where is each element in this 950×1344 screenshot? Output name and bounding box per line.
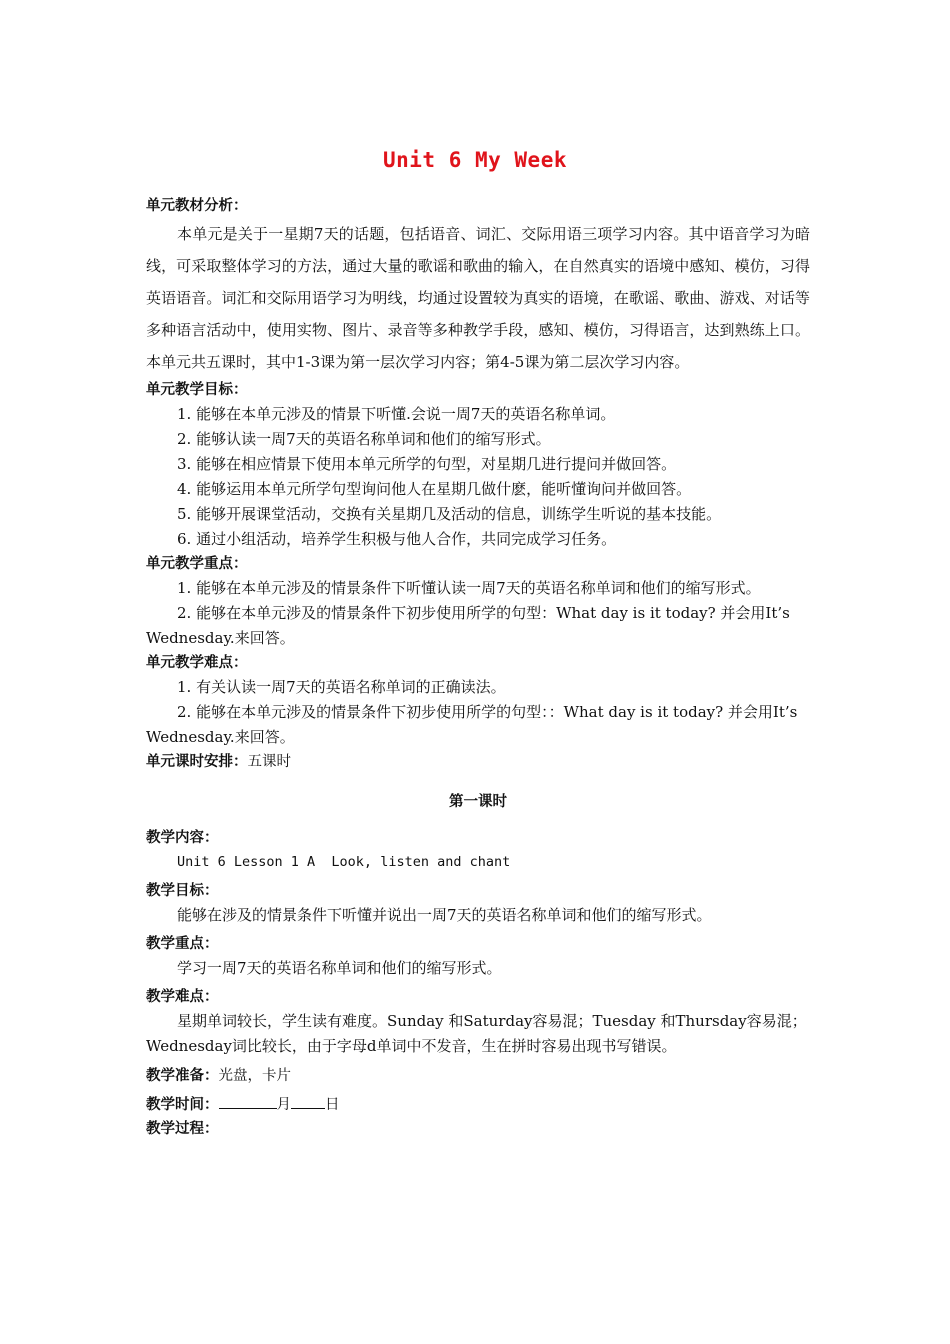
lesson-time-heading: 教学时间： — [146, 1097, 219, 1113]
goal-item: 4. 能够运用本单元所学句型询问他人在星期几做什麽，能听懂询问并做回答。 — [177, 480, 692, 498]
lesson-key: 学习一周7天的英语名称单词和他们的缩写形式。 — [177, 959, 502, 977]
lesson-content-heading: 教学内容： — [146, 830, 219, 846]
document-body — [146, 194, 810, 1141]
difficulties-heading: 单元教学难点： — [146, 655, 248, 671]
time-day-label: 日 — [325, 1097, 340, 1113]
key-point-item: 2. 能够在本单元涉及的情景条件下初步使用所学的句型：What day is it today? 并会用It’s Wednesday.来回答。 — [146, 604, 790, 647]
schedule-heading: 单元课时安排： — [146, 754, 248, 770]
lesson-difficulty-heading: 教学难点： — [146, 989, 219, 1005]
goals-heading: 单元教学目标： — [146, 382, 248, 398]
lesson-goal-heading: 教学目标： — [146, 883, 219, 899]
lesson-time-row — [146, 1093, 810, 1117]
goal-item: 6. 通过小组活动，培养学生积极与他人合作，共同完成学习任务。 — [177, 530, 617, 548]
schedule-value: 五课时 — [247, 754, 291, 770]
difficulty-item: 1. 有关认读一周7天的英语名称单词的正确读法。 — [177, 678, 506, 696]
month-blank — [219, 1094, 277, 1109]
lesson-prep-heading: 教学准备： — [146, 1068, 219, 1084]
schedule-row — [146, 750, 810, 774]
difficulty-item: 2. 能够在本单元涉及的情景条件下初步使用所学的句型：：What day is it today? 并会用It’s Wednesday.来回答。 — [146, 703, 798, 746]
analysis-heading: 单元教材分析： — [146, 198, 248, 214]
key-points-heading: 单元教学重点： — [146, 556, 248, 572]
time-month-label: 月 — [276, 1097, 291, 1113]
lesson-prep-value: 光盘，卡片 — [218, 1068, 291, 1084]
lesson-process-heading: 教学过程： — [146, 1121, 219, 1137]
document-title: Unit 6 My Week — [382, 148, 567, 172]
goal-item: 1. 能够在本单元涉及的情景下听懂.会说一周7天的英语名称单词。 — [177, 405, 616, 423]
lesson-goal: 能够在涉及的情景条件下听懂并说出一周7天的英语名称单词和他们的缩写形式。 — [177, 906, 712, 924]
day-blank — [291, 1094, 325, 1109]
lesson-content: Unit 6 Lesson 1 A Look, listen and chant — [177, 854, 511, 870]
lesson-prep-row — [146, 1064, 810, 1088]
goal-item: 3. 能够在相应情景下使用本单元所学的句型，对星期几进行提问并做回答。 — [177, 455, 677, 473]
key-point-item: 1. 能够在本单元涉及的情景条件下听懂认读一周7天的英语名称单词和他们的缩写形式。 — [177, 579, 761, 597]
lesson-key-heading: 教学重点： — [146, 936, 219, 952]
goal-item: 2. 能够认读一周7天的英语名称单词和他们的缩写形式。 — [177, 430, 551, 448]
lesson-difficulty: 星期单词较长，学生读有难度。Sunday 和Saturday容易混；Tuesday 和Thursday容易混；Wednesday词比较长，由于字母d单词中不发音，生在拼时容易出现书写错误。 — [146, 1012, 807, 1055]
analysis-text: 本单元是关于一星期7天的话题，包括语音、词汇、交际用语三项学习内容。其中语音学习为暗线，可采取整体学习的方法，通过大量的歌谣和歌曲的输入，在自然真实的语境中感知、模仿，习得英语语音。词汇和交际用语学习为明线，均通过设置较为真实的语境，在歌谣、歌曲、游戏、对话等多种语言活动中，使用实物、图片、录音等多种教学手段，感知、模仿，习得语言，达到熟练上口。本单元共五课时，其中1-3课为第一层次学习内容；第4-5课为第二层次学习内容。 — [146, 225, 810, 371]
goal-item: 5. 能够开展课堂活动，交换有关星期几及活动的信息，训练学生听说的基本技能。 — [177, 505, 722, 523]
lesson-title: 第一课时 — [449, 794, 507, 810]
